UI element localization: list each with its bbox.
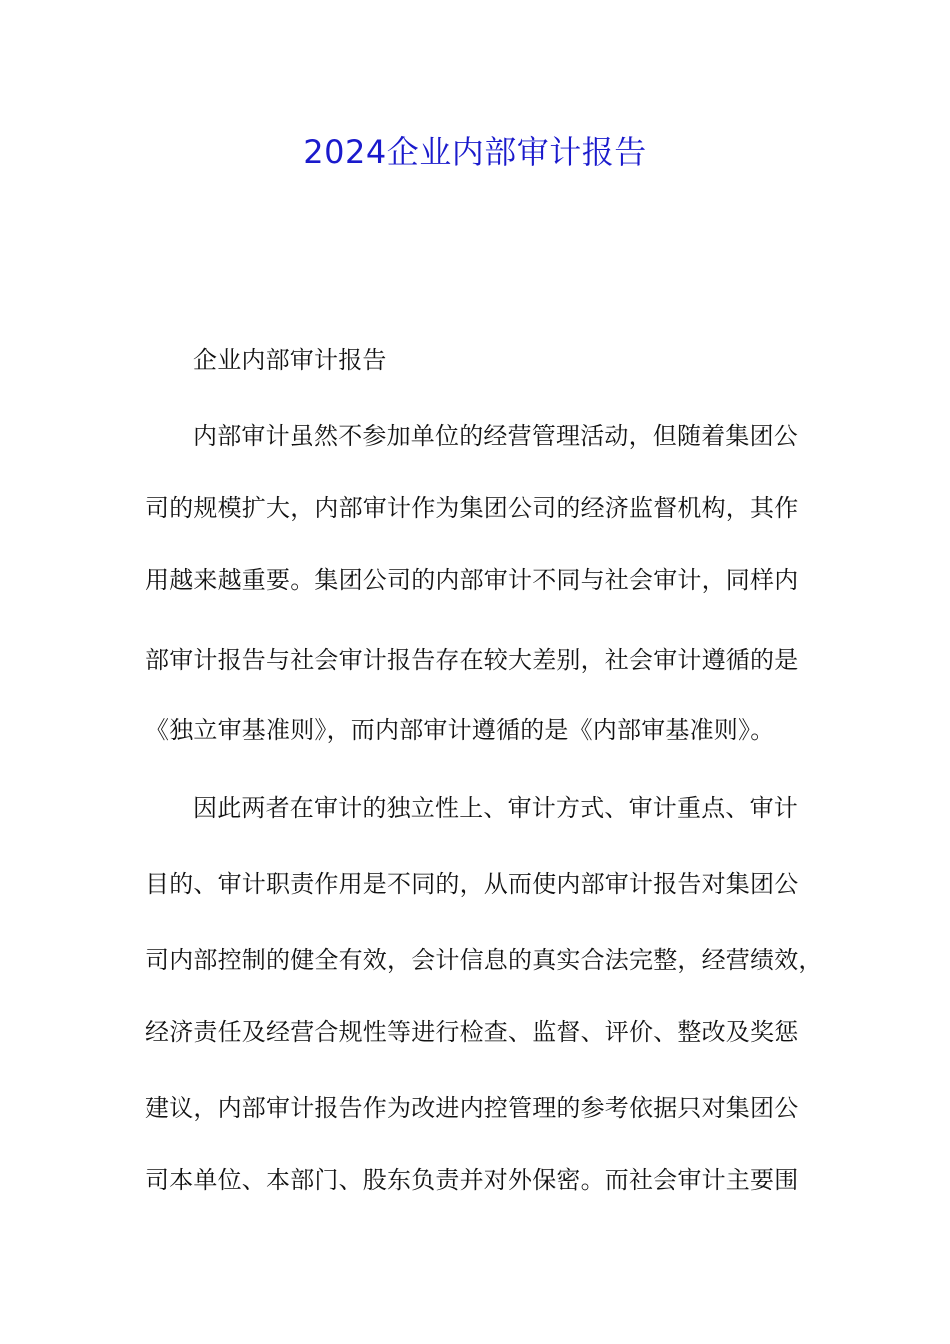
paragraph-line: 司本单位、本部门、股东负责并对外保密。而社会审计主要围 bbox=[145, 1166, 799, 1194]
paragraph-line: 司的规模扩大，内部审计作为集团公司的经济监督机构，其作 bbox=[145, 494, 799, 522]
paragraph-line: 部审计报告与社会审计报告存在较大差别，社会审计遵循的是 bbox=[145, 646, 799, 674]
paragraph-line: 《独立审基准则》，而内部审计遵循的是《内部审基准则》。 bbox=[145, 716, 775, 744]
paragraph-line: 因此两者在审计的独立性上、审计方式、审计重点、审计 bbox=[193, 794, 798, 822]
section-heading: 企业内部审计报告 bbox=[193, 346, 387, 374]
paragraph-line: 建议，内部审计报告作为改进内控管理的参考依据只对集团公 bbox=[145, 1094, 799, 1122]
paragraph-line: 目的、审计职责作用是不同的，从而使内部审计报告对集团公 bbox=[145, 870, 799, 898]
paragraph-line: 经济责任及经营合规性等进行检查、监督、评价、整改及奖惩 bbox=[145, 1018, 799, 1046]
paragraph-line: 司内部控制的健全有效，会计信息的真实合法完整，经营绩效， bbox=[145, 946, 823, 974]
paragraph-line: 内部审计虽然不参加单位的经营管理活动，但随着集团公 bbox=[193, 422, 798, 450]
paragraph-line: 用越来越重要。集团公司的内部审计不同与社会审计，同样内 bbox=[145, 566, 799, 594]
document-title: 2024企业内部审计报告 bbox=[303, 133, 647, 171]
